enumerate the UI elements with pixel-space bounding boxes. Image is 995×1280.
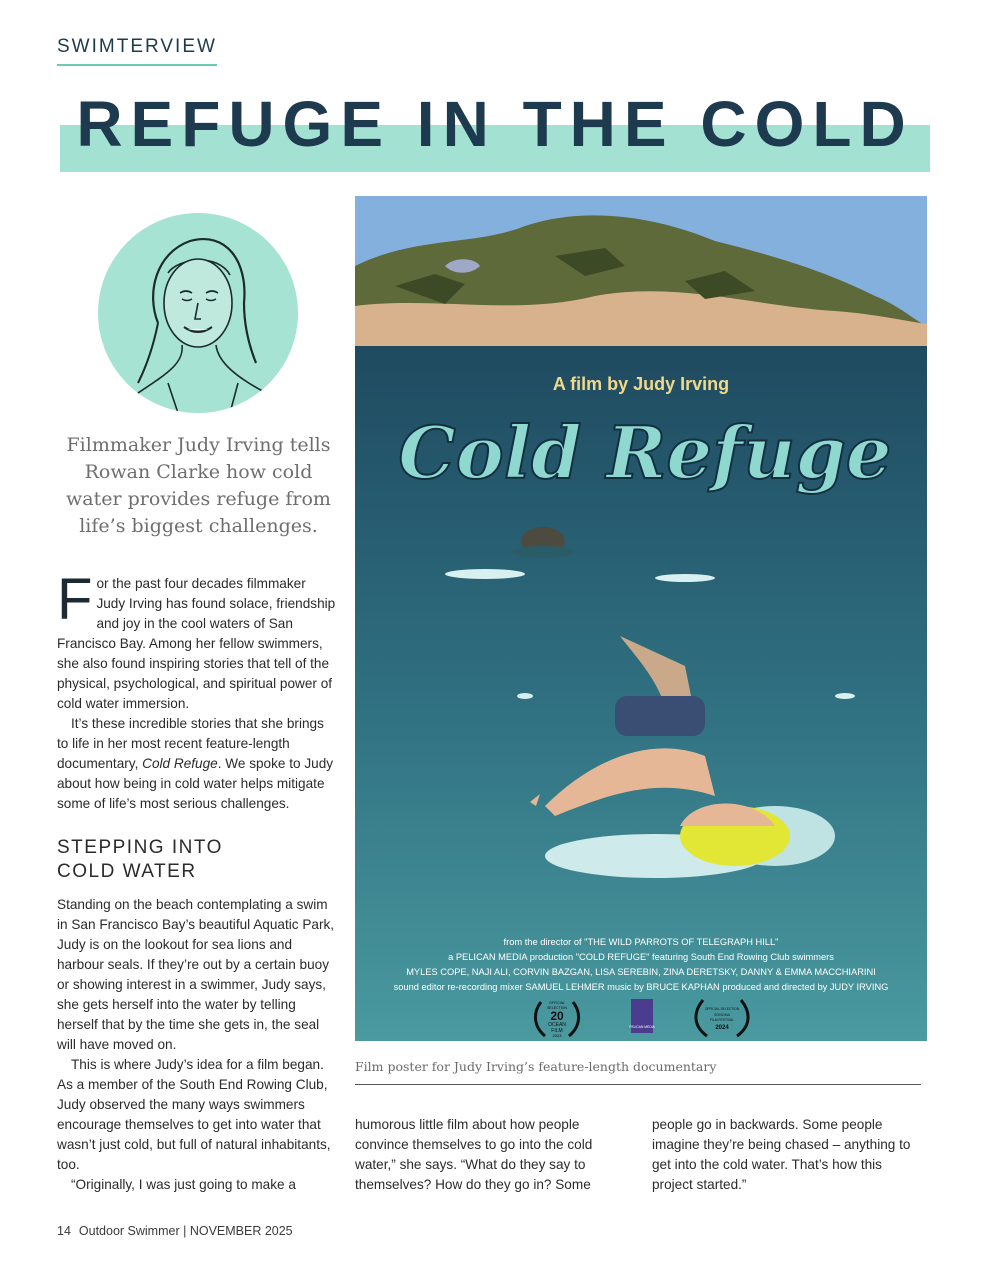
film-title-italic: Cold Refuge — [142, 756, 218, 771]
laurel-left-line2: SELECTION — [547, 1006, 567, 1010]
column-3-text: people go in backwards. Some people imagine they’re being chased – anything to get into the cold water. That’s how this project started.” — [652, 1117, 911, 1192]
intro-paragraph-1-text: or the past four decades filmmaker Judy Irving has found solace, friendship and joy in the cool waters of San Francisco Bay. Among her fellow swimmers, she also found inspiring stories that tell of the physical, psychological, and spiritual power of cold water immersion. — [57, 576, 336, 711]
drop-cap: F — [57, 567, 93, 632]
credit-line-2: a PELICAN MEDIA production "COLD REFUGE" featuring South End Rowing Club swimmers — [448, 952, 834, 962]
subhead-line-1: STEPPING INTO — [57, 837, 223, 858]
laurel-left-line3: OCEAN — [548, 1022, 566, 1028]
poster-byline: A film by Judy Irving — [552, 374, 730, 394]
intro-paragraph-2 — [57, 714, 337, 814]
laurel-right-line1: OFFICIAL SELECTION — [704, 1007, 740, 1011]
intro-section — [57, 567, 337, 814]
credit-line-1: from the director of "THE WILD PARROTS OF TELEGRAPH HILL" — [503, 937, 779, 947]
intro-paragraph-1 — [57, 567, 337, 714]
laurel-right-year: 2024 — [715, 1025, 729, 1031]
laurel-left-year: 2023 — [552, 1033, 562, 1038]
credit-line-3: MYLES COPE, NAJI ALI, CORVIN BAZGAN, LISA SEREBIN, ZINA DERETSKY, DANNY & EMMA MACCHIARINI — [406, 967, 876, 977]
portrait-illustration — [98, 213, 298, 413]
laurel-left-big: 20 — [550, 1009, 564, 1023]
laurel-right-line3: FILM FESTIVAL — [710, 1018, 734, 1022]
laurel-right-line2: SONOMA — [714, 1013, 730, 1017]
poster-film-title: Cold Refuge — [398, 410, 892, 495]
page-footer — [57, 1224, 301, 1238]
poster-caption: Film poster for Judy Irving’s feature-length documentary — [355, 1059, 921, 1085]
pelican-media-logo — [629, 999, 655, 1033]
intro-p2-start: It’s these incredible stories that she brings to life in her most recent feature-length documentary, — [57, 716, 324, 771]
credit-line-4: sound editor re-recording mixer SAMUEL LEHMER music by BRUCE KAPHAN produced and directed by JUDY IRVING — [393, 982, 889, 992]
publication-info: Outdoor Swimmer | NOVEMBER 2025 — [78, 1224, 293, 1238]
page-number: 14 — [57, 1224, 71, 1238]
laurel-left-line4: FILM — [551, 1028, 563, 1034]
page-title: REFUGE IN THE COLD — [76, 88, 914, 160]
subhead — [57, 836, 337, 884]
section2-paragraph-3: “Originally, I was just going to make a — [71, 1177, 296, 1192]
section2-paragraph-1: Standing on the beach contemplating a swim in San Francisco Bay’s beautiful Aquatic Park, Judy is on the lookout for sea lions and harbour seals. If they’re out by a certain buoy or showing interest in a swimmer, Judy says, she gets herself into the water by telling herself that by the time she gets in, the seal will have moved on. — [57, 897, 335, 1052]
laurel-left-line1: OFFICIAL — [549, 1001, 565, 1005]
section-label: SWIMTERVIEW — [57, 36, 217, 66]
section2-paragraph-2: This is where Judy’s idea for a film began. As a member of the South End Rowing Club, Judy observed the many ways swimmers encourage themselves to get into water that wasn’t just cold, but full of natural inhabitants, too. — [57, 1057, 331, 1172]
film-poster — [355, 196, 927, 1041]
column-2-text: humorous little film about how people convince themselves to go into the cold water,” she says. “What do they say to themselves? How do they go in? Some — [355, 1117, 593, 1192]
intro-p2-end: . We spoke to Judy about how being in cold water helps mitigate some of life’s most serious challenges. — [57, 756, 334, 811]
standfirst: Filmmaker Judy Irving tells Rowan Clarke how cold water provides refuge from life’s biggest challenges. — [66, 434, 331, 537]
pelican-logo-label: PELICAN MEDIA — [629, 1025, 655, 1029]
subhead-line-2: COLD WATER — [57, 861, 197, 882]
section-two — [57, 895, 337, 1195]
